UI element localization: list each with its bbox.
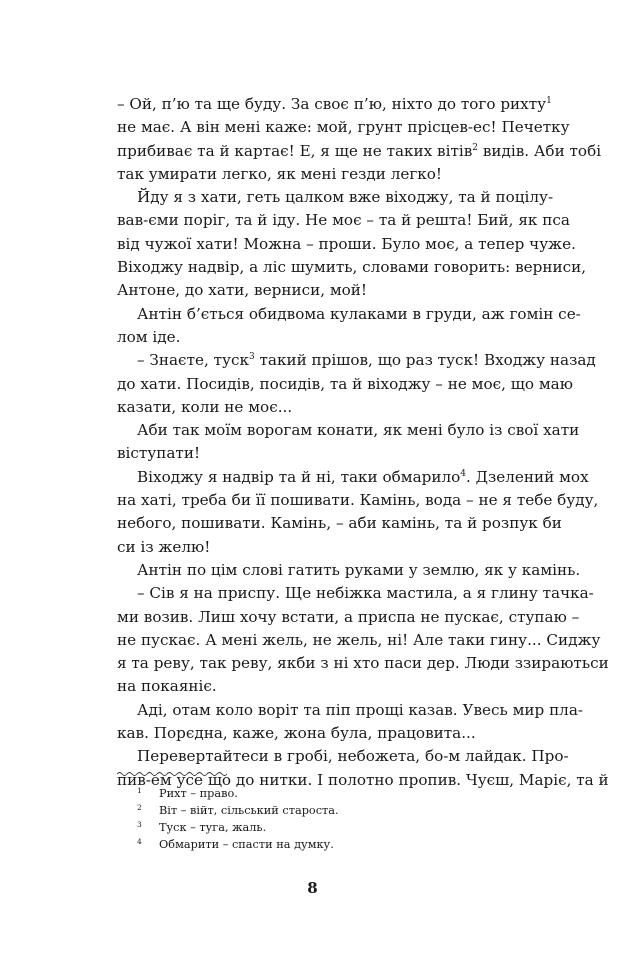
footnote-text: Віт – війт, сільський староста. <box>159 804 339 817</box>
text-line: ми возив. Лиш хочу встати, а приспа не пускає, ступаю – <box>117 607 580 626</box>
footnotes <box>117 782 547 850</box>
footnote <box>117 816 547 833</box>
text-line: казати, коли не моє... <box>117 397 293 416</box>
main-text <box>117 93 609 792</box>
text-line: – Знаєте, туск$^3$ такий прішов, що раз туск! Входжу назад <box>137 351 596 370</box>
text-line: так умирати легко, як мені гезди легко! <box>117 164 443 183</box>
text-line: я та реву, так реву, якби з ні хто паси дер. Люди ззираютьси <box>117 654 609 673</box>
text-line: Йду я з хати, геть цалком вже віходжу, та й поцілу- <box>137 188 554 207</box>
footnote-marker: 3 <box>248 352 255 363</box>
text-line: Перевертайтеси в гробі, небожета, бо-м лайдак. Про- <box>137 747 569 766</box>
footnote-marker: 2 <box>472 142 479 153</box>
text-line: – Ой, п’ю та ще буду. За своє п’ю, ніхто до того рихту$^1$ <box>117 95 552 113</box>
text-line: Аби так моїм ворогам конати, як мені було із свої хати <box>137 421 580 440</box>
footnote-divider <box>117 771 227 777</box>
text-line: вiступати! <box>117 444 201 463</box>
page-number: 8 <box>307 879 318 897</box>
text-line: пив-ем усе що до нитки. І полотно пропив. Чуєш, Маріє, та й <box>117 770 609 789</box>
footnote-number: 2 <box>137 803 142 812</box>
text-line: вав-єми поріг, та й іду. Не моє – та й решта! Бий, як пса <box>117 211 570 230</box>
footnote-number: 4 <box>137 837 142 846</box>
text-line: до хати. Посидів, посидів, та й віходжу – не моє, що маю <box>117 374 573 393</box>
text-line: прибиває та й картає! Е, я ще не таких вітів$^2$ видів. Аби тобі <box>117 141 602 160</box>
text-line: си із желю! <box>117 537 211 556</box>
text-line: кав. Порєдна, каже, жона була, працовита... <box>117 724 476 743</box>
footnote-text: Туск – туга, жаль. <box>159 821 267 834</box>
text-line: – Сів я на приспу. Ще небіжка мастила, а я глину тачка- <box>137 584 594 603</box>
footnote-number: 3 <box>137 820 142 829</box>
text-line: не пускає. А мені жель, не жель, ні! Але таки гину... Сиджу <box>117 630 601 649</box>
text-line: не має. А він мені каже: мой, грунт прісцев-ес! Печетку <box>117 118 570 137</box>
footnote-text: Обмарити – спасти на думку. <box>159 838 334 851</box>
text-line: Віходжу надвір, а ліс шумить, словами говорить: верниси, <box>117 258 587 277</box>
text-line: небого, пошивати. Камінь, – аби камінь, та й розпук би <box>117 514 562 533</box>
text-line: від чужої хати! Можна – проши. Було моє, а тепер чуже. <box>117 234 576 253</box>
text-line: Аді, отам коло воріт та піп прощі казав. Увесь мир пла- <box>137 700 584 719</box>
text-line: Антін б’ється обидвома кулаками в груди, аж гомін се- <box>137 304 581 323</box>
text-line: лом іде. <box>117 327 181 346</box>
text-line: на хаті, треба би її пошивати. Камінь, вода – не я тебе буду, <box>117 491 599 510</box>
footnote-marker: 1 <box>546 96 552 106</box>
footnote-text: Рихт – право. <box>159 787 238 800</box>
text-line: Антін по цім слові гатить руками у землю, як у камінь. <box>137 560 581 579</box>
footnote <box>117 833 547 850</box>
text-line: Віходжу я надвір та й ні, таки обмарило$^4$. Дзелений мох <box>137 467 589 486</box>
text-line: Антоне, до хати, верниси, мой! <box>117 281 368 300</box>
footnote-marker: 4 <box>460 468 467 479</box>
text-line: на покаяніє. <box>117 677 217 696</box>
footnote-number: 1 <box>137 786 142 795</box>
footnote <box>117 799 547 816</box>
footnote <box>117 782 547 799</box>
